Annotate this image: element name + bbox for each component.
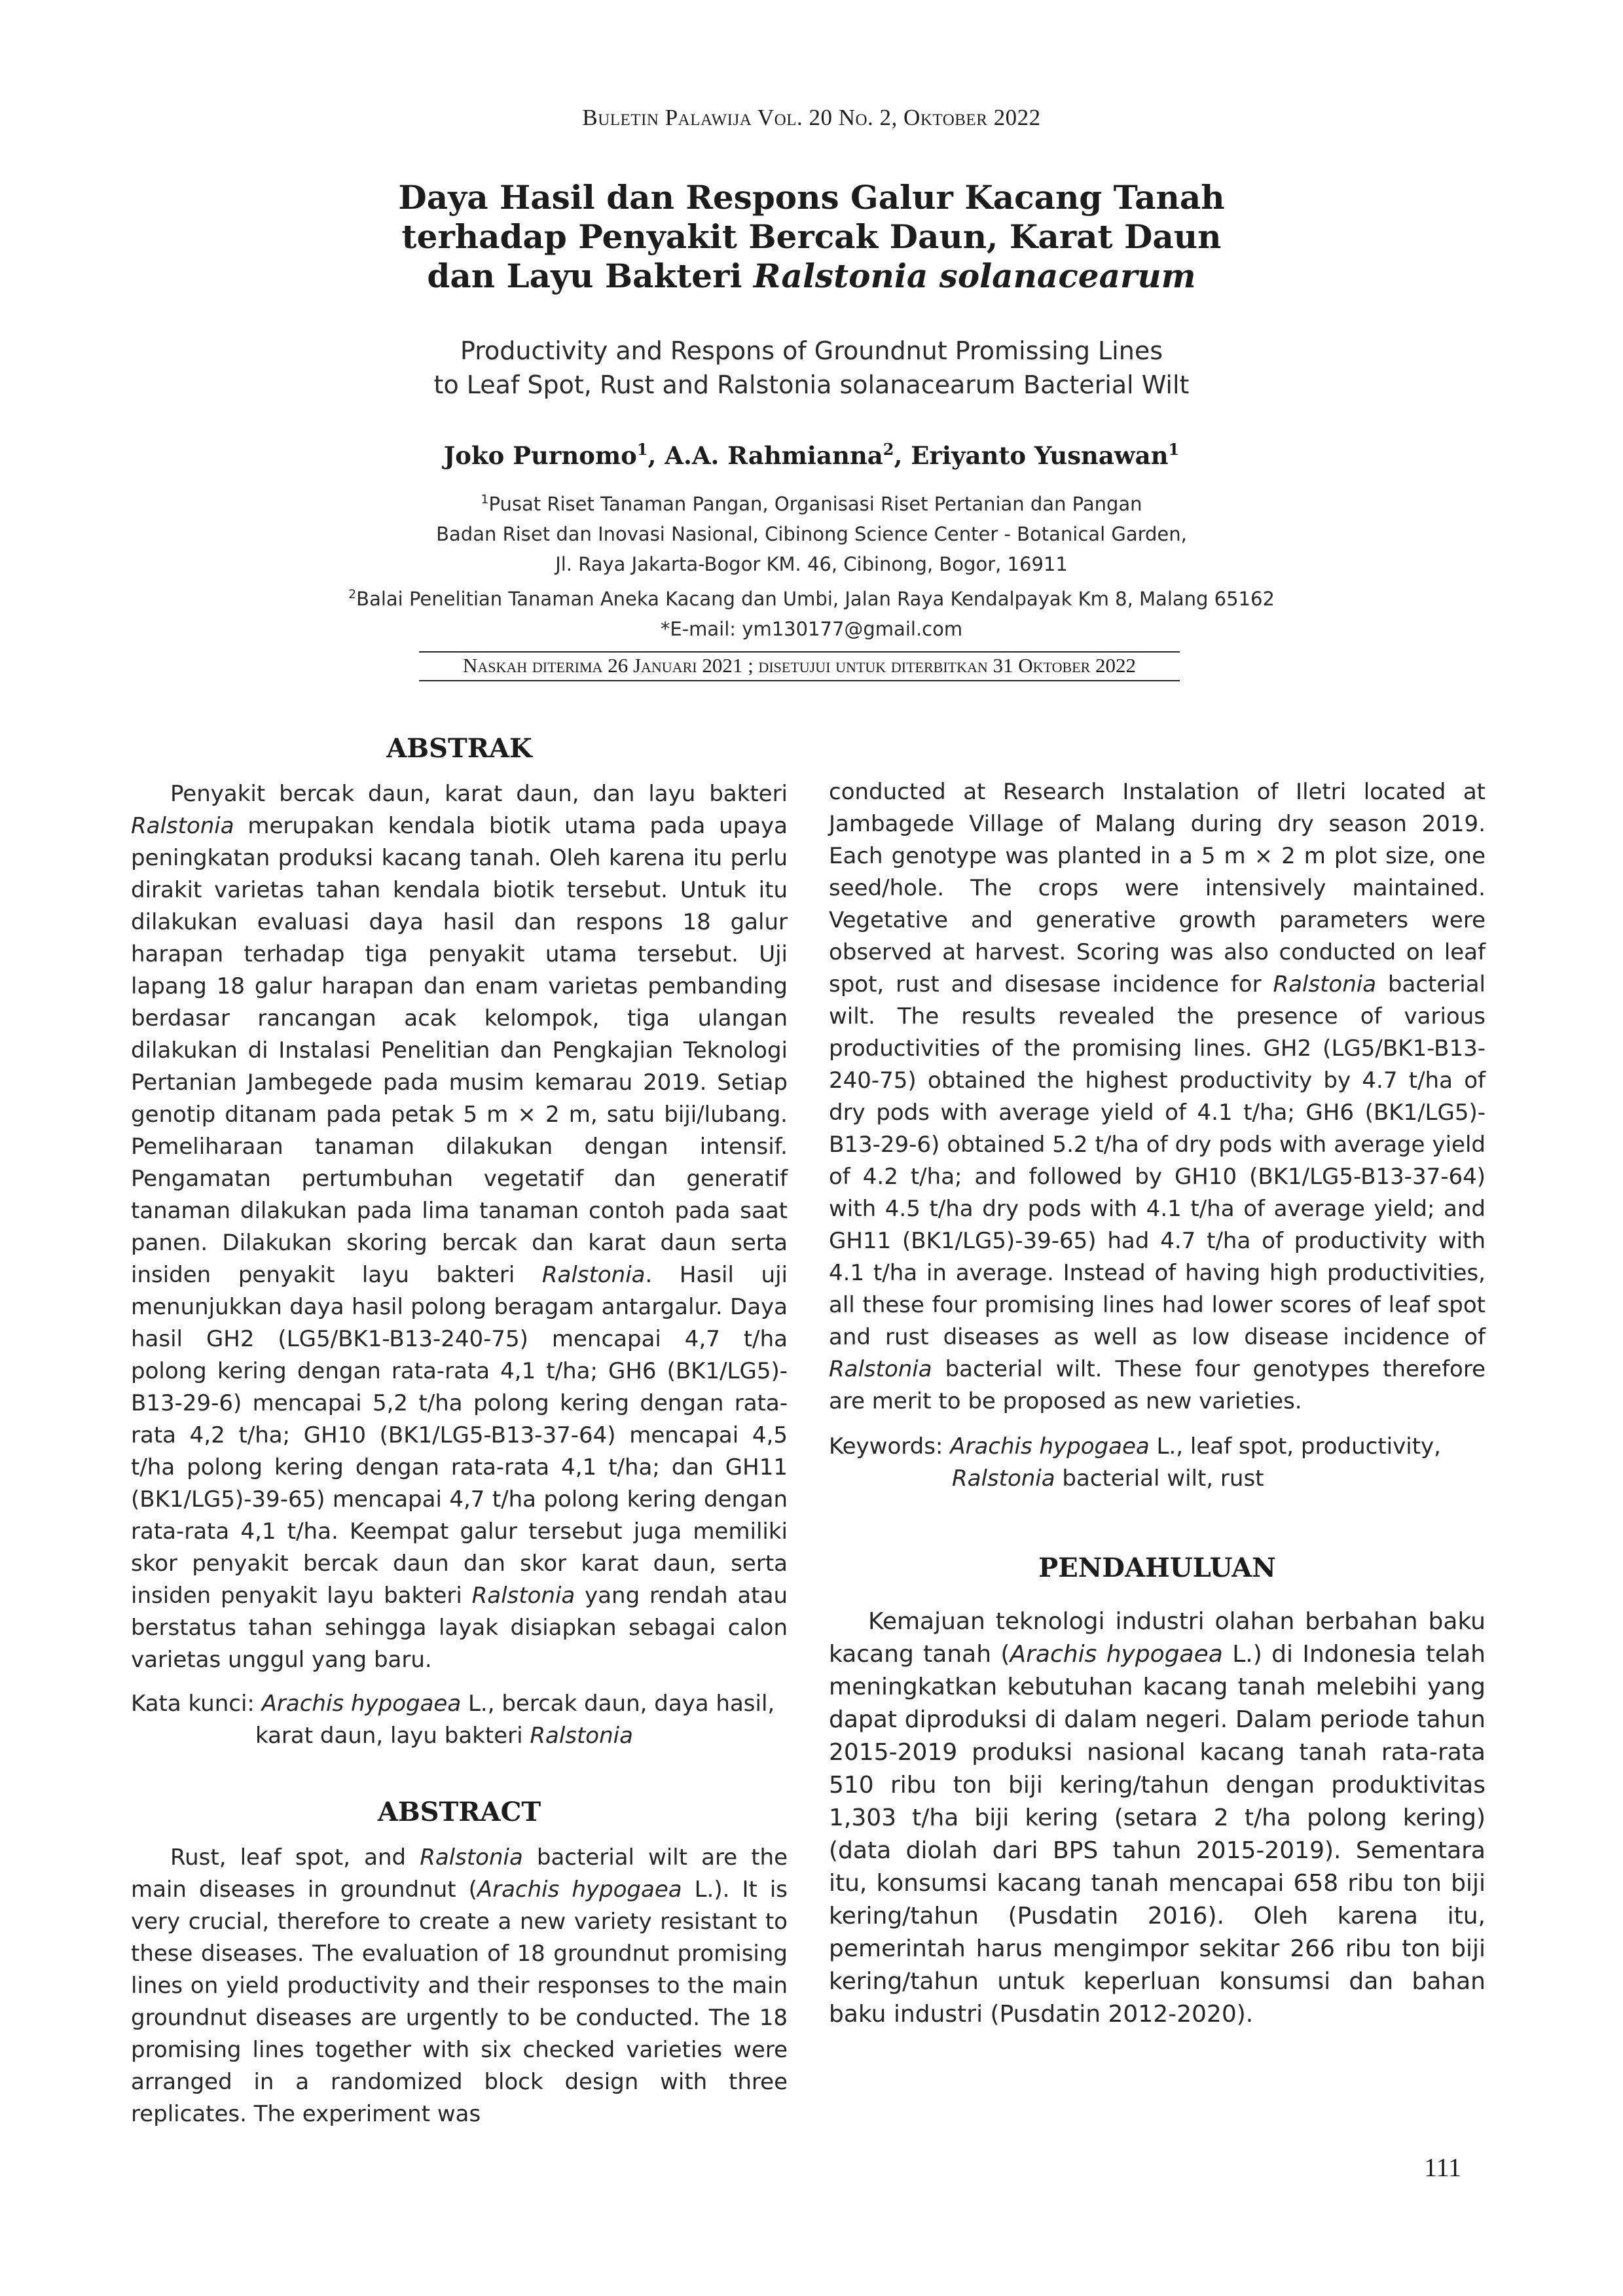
paper-subtitle: [0, 334, 1623, 402]
author-separator: ,: [647, 441, 665, 470]
abstract-body-start: [131, 1842, 788, 2130]
title-species: Ralstonia solanacearum: [753, 257, 1196, 295]
affiliation-1-line-1: $^1$Pusat Riset Tanaman Pangan, Organisasi Riset Pertanian dan Pangan: [481, 492, 1142, 515]
italic-term: Ralstonia: [952, 1465, 1055, 1492]
italic-term: Arachis hypogaea: [1010, 1641, 1223, 1668]
text-run: L.). It is very crucial, therefore to create a new variety resistant to these diseases. The evaluation of 18 groundnut promising lines on yield productivity and their responses to the main groundnut diseases are urgently to be conducted. The 18 promising lines together with six checked varieties were arranged in a randomized block design with three replicates. The experiment was: [131, 1876, 788, 2127]
italic-term: Ralstonia: [1273, 971, 1377, 997]
subtitle-line-2: to Leaf Spot, Rust and Ralstonia solanacearum Bacterial Wilt: [433, 370, 1190, 399]
abstrak-body: [131, 778, 788, 1676]
text-run: bacterial wilt, rust: [1055, 1465, 1264, 1492]
text-run: bacterial wilt. These four genotypes therefore are merit to be proposed as new varieties.: [829, 1356, 1486, 1414]
text-run: Rust, leaf spot, and: [170, 1844, 420, 1871]
text-run: bacterial wilt are the main diseases in groundnut (: [131, 1844, 788, 1903]
text-run: Keywords:: [829, 1433, 951, 1460]
affiliations: [0, 484, 1623, 644]
affil-mark: 1: [481, 492, 489, 507]
abstrak-heading: ABSTRAK: [386, 733, 532, 764]
text-run: merupakan kendala biotik utama pada upaya peningkatan produksi kacang tanah. Oleh karena itu perlu dirakit varietas tahan kendala biotik tersebut. Untuk itu dilakukan evaluasi daya hasil dan respons 18 galur harapan terhadap tiga penyakit utama tersebut. Uji lapang 18 galur harapan dan enam varietas pembanding berdasar rancangan acak kelompok, tiga ulangan dilakukan di Instalasi Penelitian dan Pengkajian Teknologi Pertanian Jambegede pada musim kemarau 2019. Setiap genotip ditanam pada petak 5 m × 2 m, satu biji/lubang. Pemeliharaan tanaman dilakukan dengan intensif. Pengamatan pertumbuhan vegetatif dan generatif tanaman dilakukan pada lima tanaman contoh pada saat panen. Dilakukan skoring bercak dan karat daun serta insiden penyakit layu bakteri: [131, 813, 788, 1288]
author-list: [0, 440, 1623, 470]
received-dates: Naskah diterima 26 Januari 2021 ; disetujui untuk diterbitkan 31 Oktober 2022: [419, 651, 1180, 681]
title-line-3: [0, 257, 1623, 296]
text-run: L.) di Indonesia telah meningkatkan kebutuhan kacang tanah melebihi yang dapat diproduksi di dalam negeri. Dalam periode tahun 2015-2019 produksi nasional kacang tanah rata-rata 510 ribu ton biji kering/tahun dengan produktivitas 1,303 t/ha biji kering (setara 2 t/ha polong kering) (data diolah dari BPS tahun 2015-2019). Sementara itu, konsumsi kacang tanah mencapai 658 ribu ton biji kering/tahun (Pusdatin 2016). Oleh karena itu, pemerintah harus mengimpor sekitar 266 ribu ton biji kering/tahun untuk keperluan konsumsi dan bahan baku industri (Pusdatin 2012-2020).: [829, 1641, 1486, 2028]
text-run: L., bercak daun, daya hasil, karat daun, layu bakteri: [255, 1691, 775, 1749]
text-run: Kemajuan teknologi industri olahan berbahan baku kacang tanah (: [829, 1608, 1486, 1668]
pendahuluan-body: [829, 1605, 1486, 2031]
journal-header: Buletin Palawija Vol. 20 No. 2, Oktober 2022: [582, 105, 1041, 130]
title-line-3-prefix: dan Layu Bakteri: [427, 257, 754, 295]
subtitle-line-1: Productivity and Respons of Groundnut Promissing Lines: [460, 336, 1163, 365]
italic-term: Ralstonia: [829, 1356, 932, 1382]
title-line-2: terhadap Penyakit Bercak Daun, Karat Daun: [401, 217, 1222, 256]
right-column: [829, 776, 1486, 2031]
italic-term: Ralstonia: [471, 1583, 575, 1609]
abstrak-keywords: [131, 1688, 788, 1752]
author-affil-mark: 2: [883, 440, 894, 459]
affiliation-1-line-2: Badan Riset dan Inovasi Nasional, Cibinong Science Center - Botanical Garden,: [436, 523, 1187, 545]
abstract-heading: ABSTRACT: [377, 1797, 541, 1827]
left-column: [131, 733, 788, 2130]
text-run: yang rendah atau berstatus tahan sehingga layak disiapkan sebagai calon varietas unggul yang baru.: [131, 1583, 788, 1673]
pendahuluan-heading: PENDAHULUAN: [1038, 1552, 1276, 1583]
italic-term: Ralstonia: [131, 813, 234, 839]
text-run: Kata kunci:: [131, 1691, 262, 1717]
title-line-1: Daya Hasil dan Respons Galur Kacang Tanah: [398, 178, 1225, 217]
italic-term: Ralstonia: [420, 1844, 523, 1871]
author-separator: ,: [894, 441, 911, 470]
affiliation-1-line-3: Jl. Raya Jakarta-Bogor KM. 46, Cibinong, Bogor, 16911: [555, 553, 1068, 575]
italic-term: Arachis hypogaea: [261, 1691, 462, 1717]
text-run: . Hasil uji menunjukkan daya hasil polong beragam antargalur. Daya hasil GH2 (LG5/BK1-B13-240-75) mencapai 4,7 t/ha polong kering dengan rata-rata 4,1 t/ha; GH6 (BK1/LG5)-B13-29-6) mencapai 5,2 t/ha polong kering dengan rata-rata 4,2 t/ha; GH10 (BK1/LG5-B13-37-64) mencapai 4,5 t/ha polong kering dengan rata-rata 4,1 t/ha; dan GH11 (BK1/LG5)-39-65) mencapai 4,7 t/ha polong kering dengan rata-rata 4,1 t/ha. Keempat galur tersebut juga memiliki skor penyakit bercak daun dan skor karat daun, serta insiden penyakit layu bakteri: [131, 1262, 788, 1609]
text-run: bacterial wilt. The results revealed the presence of various productivities of the promising lines. GH2 (LG5/BK1-B13-240-75) obtained the highest productivity by 4.7 t/ha of dry pods with average yield of 4.1 t/ha; GH6 (BK1/LG5)- B13-29-6) obtained 5.2 t/ha of dry pods with average yield of 4.2 t/ha; and followed by GH10 (BK1/LG5-B13-37-64) with 4.5 t/ha dry pods with 4.1 t/ha of average yield; and GH11 (BK1/LG5)-39-65) had 4.7 t/ha of productivity with 4.1 t/ha in average. Instead of having high productivities, all these four promising lines had lower scores of leaf spot and rust diseases as well as low disease incidence of: [829, 971, 1486, 1350]
abstract-keywords: [829, 1431, 1486, 1495]
author: A.A. Rahmianna: [665, 441, 883, 470]
affil-mark: 2: [348, 587, 357, 601]
paper-title: [0, 178, 1623, 296]
page-number: 111: [1423, 2153, 1461, 2182]
italic-term: Arachis hypogaea: [477, 1876, 682, 1903]
affiliation-2-line-1: $^2$Balai Penelitian Tanaman Aneka Kacang dan Umbi, Jalan Raya Kendalpayak Km 8, Malang 65162: [348, 587, 1275, 610]
italic-term: Ralstonia: [541, 1262, 646, 1288]
italic-term: Arachis hypogaea: [950, 1433, 1150, 1460]
corresponding-email: *E-mail: ym130177@gmail.com: [660, 618, 963, 640]
author-affil-mark: 1: [636, 440, 648, 459]
author: Eriyanto Yusnawan: [911, 441, 1169, 470]
text-run: Penyakit bercak daun, karat daun, dan layu bakteri: [170, 781, 788, 807]
italic-term: Ralstonia: [530, 1723, 633, 1749]
abstract-body-continued: [829, 776, 1486, 1418]
author-affil-mark: 1: [1168, 440, 1180, 459]
author: Joko Purnomo: [443, 441, 637, 470]
text-run: L., leaf spot, productivity,: [1149, 1433, 1441, 1460]
text-run: conducted at Research Instalation of Iletri located at Jambagede Village of Malang during dry season 2019. Each genotype was planted in a 5 m × 2 m plot size, one seed/hole. The crops were intensively maintained. Vegetative and generative growth parameters were observed at harvest. Scoring was also conducted on leaf spot, rust and disesase incidence for: [829, 779, 1486, 997]
